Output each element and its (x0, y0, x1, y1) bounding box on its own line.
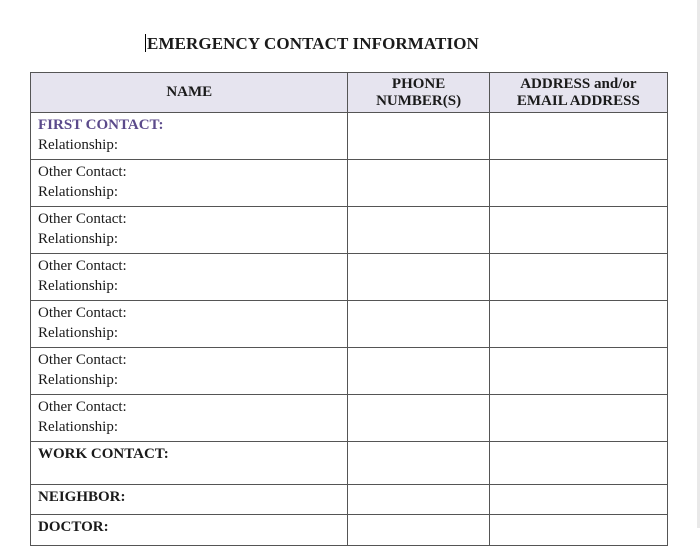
relationship-label: Relationship: (38, 325, 118, 341)
phone-cell[interactable] (348, 301, 489, 348)
phone-cell[interactable] (348, 485, 489, 515)
address-cell[interactable] (489, 515, 667, 546)
address-cell[interactable] (489, 301, 667, 348)
phone-cell[interactable] (348, 515, 489, 546)
other-contact-name-cell[interactable] (31, 395, 348, 442)
table-row (31, 301, 668, 348)
other-contact-name-cell[interactable] (31, 348, 348, 395)
table-row-first-contact (31, 113, 668, 160)
relationship-label: Relationship: (38, 372, 118, 388)
relationship-label: Relationship: (38, 278, 118, 294)
address-cell[interactable] (489, 395, 667, 442)
address-cell[interactable] (489, 113, 667, 160)
relationship-label: Relationship: (38, 137, 118, 153)
phone-cell[interactable] (348, 254, 489, 301)
other-contact-label: Other Contact: (38, 352, 127, 368)
header-phone: PHONE NUMBER(S) (348, 73, 489, 113)
other-contact-name-cell[interactable] (31, 301, 348, 348)
phone-cell[interactable] (348, 442, 489, 485)
other-contact-label: Other Contact: (38, 305, 127, 321)
neighbor-label: NEIGHBOR: (38, 489, 126, 505)
relationship-label: Relationship: (38, 184, 118, 200)
table-row (31, 395, 668, 442)
table-row (31, 207, 668, 254)
address-cell[interactable] (489, 207, 667, 254)
address-cell[interactable] (489, 160, 667, 207)
table-header-row (31, 73, 668, 113)
table-row-work-contact (31, 442, 668, 485)
neighbor-name-cell[interactable] (31, 485, 348, 515)
emergency-contact-table (30, 72, 668, 546)
other-contact-label: Other Contact: (38, 258, 127, 274)
doctor-label: DOCTOR: (38, 519, 109, 535)
other-contact-name-cell[interactable] (31, 254, 348, 301)
phone-cell[interactable] (348, 207, 489, 254)
table-row (31, 160, 668, 207)
header-address: ADDRESS and/or EMAIL ADDRESS (489, 73, 667, 113)
phone-cell[interactable] (348, 113, 489, 160)
other-contact-label: Other Contact: (38, 399, 127, 415)
address-cell[interactable] (489, 254, 667, 301)
address-cell[interactable] (489, 485, 667, 515)
table-row (31, 254, 668, 301)
document-title: EMERGENCY CONTACT INFORMATION (147, 34, 479, 53)
doctor-name-cell[interactable] (31, 515, 348, 546)
first-contact-label: FIRST CONTACT: (38, 117, 164, 133)
table-row (31, 348, 668, 395)
other-contact-label: Other Contact: (38, 164, 127, 180)
work-contact-name-cell[interactable] (31, 442, 348, 485)
text-cursor (145, 34, 146, 52)
address-cell[interactable] (489, 442, 667, 485)
phone-cell[interactable] (348, 395, 489, 442)
address-cell[interactable] (489, 348, 667, 395)
table-row-neighbor (31, 485, 668, 515)
other-contact-name-cell[interactable] (31, 160, 348, 207)
other-contact-name-cell[interactable] (31, 207, 348, 254)
relationship-label: Relationship: (38, 419, 118, 435)
relationship-label: Relationship: (38, 231, 118, 247)
first-contact-name-cell[interactable] (31, 113, 348, 160)
header-name: NAME (31, 73, 348, 113)
table-row-doctor (31, 515, 668, 546)
phone-cell[interactable] (348, 348, 489, 395)
document-title-line[interactable] (145, 34, 479, 54)
phone-cell[interactable] (348, 160, 489, 207)
other-contact-label: Other Contact: (38, 211, 127, 227)
work-contact-label: WORK CONTACT: (38, 446, 169, 462)
